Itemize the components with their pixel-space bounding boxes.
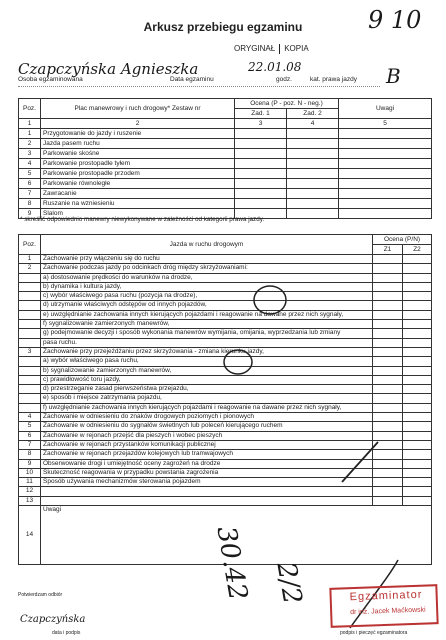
row-label: pasa ruchu. (41, 338, 373, 347)
row-number: 5 (19, 169, 41, 179)
godz-label: godz. (276, 76, 292, 83)
col-ocena: Ocena (P/N) (373, 235, 432, 245)
row-label: Ruszanie na wzniesieniu (41, 199, 235, 209)
col-z1: Z1 (373, 245, 403, 255)
row-label: g) podejmowanie decyzji i sposób wykonania manewrów wymijania, omijania, wyprzedzania lub zmiany (41, 329, 373, 338)
potwierdzam-label: Potwierdzam odbiór (18, 592, 63, 598)
row-label: a) dostosowanie prędkości do warunków na drodze, (41, 273, 373, 282)
row-label: Skuteczność reagowania w przypadku powstania zagrożenia (41, 468, 373, 477)
row-label: c) prawidłowość toru jazdy, (41, 375, 373, 384)
row-number: 2 (19, 264, 41, 273)
row-label: Parkowanie skośne (41, 149, 235, 159)
row-label: Slalom (41, 209, 235, 219)
oryginal-label: ORYGINAŁ (234, 44, 276, 54)
page-title: Arkusz przebiegu egzaminu (143, 20, 303, 34)
kat-label: kat. prawa jazdy (310, 76, 357, 83)
sign-left-caption: data i podpis (52, 630, 81, 636)
row-label: Zachowanie w rejonach przejazdów kolejowych lub tramwajowych (41, 450, 373, 459)
row-label: a) wybór właściwego pasa ruchu, (41, 357, 373, 366)
diagonal-mark (342, 442, 378, 482)
uwagi-number: 14 (19, 506, 41, 565)
handwritten-time: 30.42 (210, 524, 253, 603)
row-label: f) sygnalizowanie zamierzonych manewrów, (41, 320, 373, 329)
circled-mark (254, 286, 286, 314)
number-cell: 3 (235, 119, 287, 129)
col-zad2: Zad. 2 (287, 109, 339, 119)
row-number: 7 (19, 189, 41, 199)
col-uwagi: Uwagi (339, 99, 432, 119)
kopia-label: KOPIA (284, 44, 309, 54)
row-label: c) wybór właściwego pasa ruchu (pozycja na drodze), (41, 292, 373, 301)
number-cell: 1 (19, 119, 41, 129)
row-label: Zawracanie (41, 189, 235, 199)
row-label: Zachowanie przy włączeniu się do ruchu (41, 255, 373, 264)
number-cell: 5 (339, 119, 432, 129)
row-label: b) dynamika i kultura jazdy, (41, 282, 373, 291)
row-label: d) utrzymanie właściwych odstępów od innych pojazdów, (41, 301, 373, 310)
table1-footnote: * skreślić odpowiednio manewry niewykonywane w zależności od kategorii prawa jazdy. (20, 216, 265, 223)
row-number: 6 (19, 179, 41, 189)
row-number: 6 (19, 431, 41, 440)
row-label: Zachowanie podczas jazdy po odcinkach dróg między skrzyżowaniami: (41, 264, 373, 273)
row-label: Zachowanie w odniesieniu do znaków drogowych poziomych i pionowych (41, 413, 373, 422)
signature-left: Czapczyńska (20, 614, 86, 625)
row-number: 8 (19, 450, 41, 459)
row-number: 1 (19, 129, 41, 139)
examiner-stamp (329, 584, 438, 628)
row-label: e) sposób i miejsce zatrzymania pojazdu, (41, 394, 373, 403)
row-number: 2 (19, 139, 41, 149)
row-label: d) przestrzeganie zasad pierwszeństwa przejazdu, (41, 385, 373, 394)
col-poz: Poz. (19, 99, 41, 119)
row-number: 10 (19, 468, 41, 477)
handwritten-date: 2/2 (270, 560, 308, 607)
col-ocena: Ocena (P - poz. N - neg.) (235, 99, 339, 109)
row-label: Zachowanie w rejonach przystanków komunikacji publicznej (41, 440, 373, 449)
row-number: 7 (19, 440, 41, 449)
number-cell: 4 (287, 119, 339, 129)
sign-right-caption: podpis i pieczęć egzaminatora (340, 630, 408, 636)
row-number: 9 (19, 459, 41, 468)
row-number: 1 (19, 255, 41, 264)
row-label: Zachowanie przy przejeżdżaniu przez skrzyżowania - zmiana kierunku jazdy, (41, 347, 373, 356)
row-label: Przygotowanie do jazdy i ruszenie (41, 129, 235, 139)
kat-value: B (386, 64, 401, 88)
col-plac: Plac manewrowy i ruch drogowy* Zestaw nr (41, 99, 235, 119)
row-number: 3 (19, 149, 41, 159)
row-label: Zachowanie w odniesieniu do sygnałów świetlnych lub poleceń kierującego ruchem (41, 422, 373, 431)
row-number: 9 (19, 209, 41, 219)
row-label: Zachowanie w rejonach przejść dla pieszych i wobec pieszych (41, 431, 373, 440)
row-number: 4 (19, 159, 41, 169)
row-number: 3 (19, 347, 41, 356)
col-z2: Z2 (403, 245, 432, 255)
row-label: Parkowanie prostopadle przodem (41, 169, 235, 179)
col-jazda: Jazda w ruchu drogowym (41, 235, 373, 255)
osoba-label: Osoba egzaminowana (18, 76, 83, 83)
col-zad1: Zad. 1 (235, 109, 287, 119)
row-label: e) uwzględnianie zachowania innych kierujących pojazdami i reagowanie na dawane przez nich sygnały, (41, 310, 373, 319)
row-label: Jazda pasem ruchu (41, 139, 235, 149)
data-label: Data egzaminu (170, 76, 214, 83)
row-number: 8 (19, 199, 41, 209)
row-label: Parkowanie prostopadle tyłem (41, 159, 235, 169)
uwagi-label: Uwagi (43, 506, 62, 514)
col-poz: Poz. (19, 235, 41, 255)
row-label: Obserwowanie drogi i umiejętność oceny zagrożeń na drodze (41, 459, 373, 468)
row-label: f) uwzględnianie zachowania innych kierujących pojazdami i reagowanie na dawane przez nich sygnały, (41, 403, 373, 412)
row-number: 11 (19, 478, 41, 487)
circled-mark (224, 350, 252, 374)
row-label: Parkowanie równoległe (41, 179, 235, 189)
data-value: 22.01.08 (248, 60, 302, 74)
stamp-title: Egzaminator (349, 588, 423, 604)
row-number: 5 (19, 422, 41, 431)
osoba-value: Czapczyńska Agnieszka (18, 60, 199, 78)
row-label: b) sygnalizowanie zamierzonych manewrów, (41, 366, 373, 375)
row-number: 4 (19, 413, 41, 422)
number-cell: 2 (41, 119, 235, 129)
handwritten-number: 9 10 (368, 6, 422, 34)
row-number: 12 (19, 487, 41, 496)
stamp-name: dr inż. Jacek Maćkowski (350, 606, 426, 617)
row-number: 13 (19, 496, 41, 505)
row-label: Sposób używania mechanizmów sterowania pojazdem (41, 478, 373, 487)
